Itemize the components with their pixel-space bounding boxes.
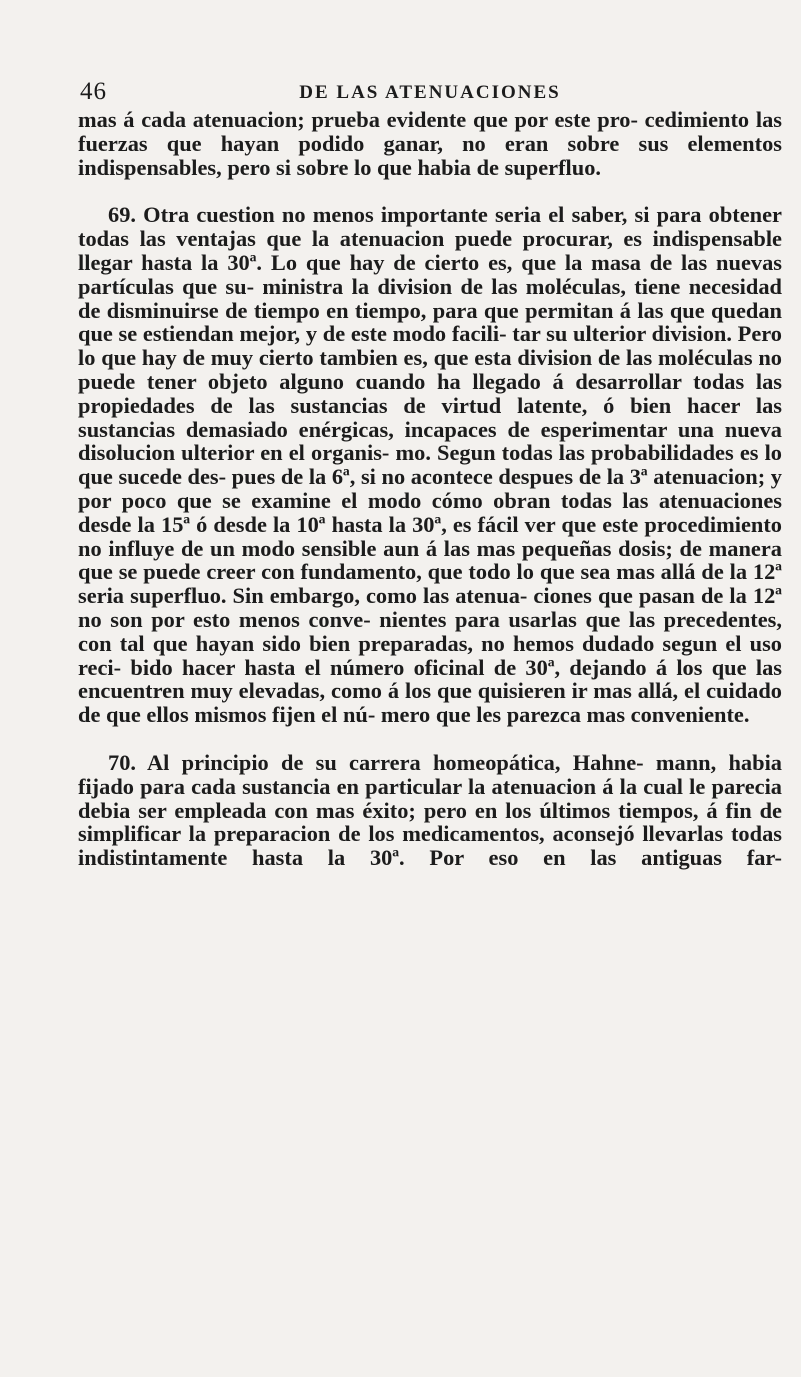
body-text	[78, 108, 782, 870]
paragraph-gap	[78, 727, 782, 751]
paragraph-70: 70. Al principio de su carrera homeopática, Hahne- mann, habia fijado para cada sustancia en particular la atenuacion á la cual le parecia debia ser empleada con mas éxito; pero en los últimos tiempos, á fin de simplificar la preparacion de los medicamentos, aconsejó llevarlas todas indistintamente hasta la 30ª. Por eso en las antiguas far-	[78, 749, 782, 871]
running-title: DE LAS ATENUACIONES	[299, 82, 561, 103]
page-number: 46	[80, 78, 107, 105]
paragraph-continuation: mas á cada atenuacion; prueba evidente que por este pro- cedimiento las fuerzas que hayan podido ganar, no eran sobre sus elementos indispensables, pero si sobre lo que habia de superfluo.	[78, 107, 782, 180]
paragraph-gap	[78, 179, 782, 203]
paragraph-69: 69. Otra cuestion no menos importante seria el saber, si para obtener todas las ventajas que la atenuacion puede procurar, es indispensable llegar hasta la 30ª. Lo que hay de cierto es, que la masa de las nuevas partículas que su- ministra la division de las moléculas, tiene necesidad de disminuirse de tiempo en tiempo, para que permitan á las que quedan que se estiendan mejor, y de este modo facili- tar su ulterior division. Pero lo que hay de muy cierto tambien es, que esta division de las moléculas no puede tener objeto alguno cuando ha llegado á desarrollar todas las propiedades de las sustancias de virtud latente, ó bien hacer las sustancias demasiado enérgicas, incapaces de esperimentar una nueva disolucion ulterior en el organis- mo. Segun todas las probabilidades es lo que sucede des- pues de la 6ª, si no acontece despues de la 3ª atenuacion; y por poco que se examine el modo cómo obran todas las atenuaciones desde la 15ª ó desde la 10ª hasta la 30ª, es fácil ver que este procedimiento no influye de un modo sensible aun á las mas pequeñas dosis; de manera que se puede creer con fundamento, que todo lo que sea mas allá de la 12ª seria superfluo. Sin embargo, como las atenua- ciones que pasan de la 12ª no son por esto menos conve- nientes para usarlas que las precedentes, con tal que hayan sido bien preparadas, no hemos dudado segun el uso reci- bido hacer hasta el número oficinal de 30ª, dejando á los que las encuentren muy elevadas, como á los que quisieren ir mas allá, el cuidado de que ellos mismos fijen el nú- mero que les parezca mas conveniente.	[78, 202, 782, 728]
page-header	[80, 78, 780, 108]
